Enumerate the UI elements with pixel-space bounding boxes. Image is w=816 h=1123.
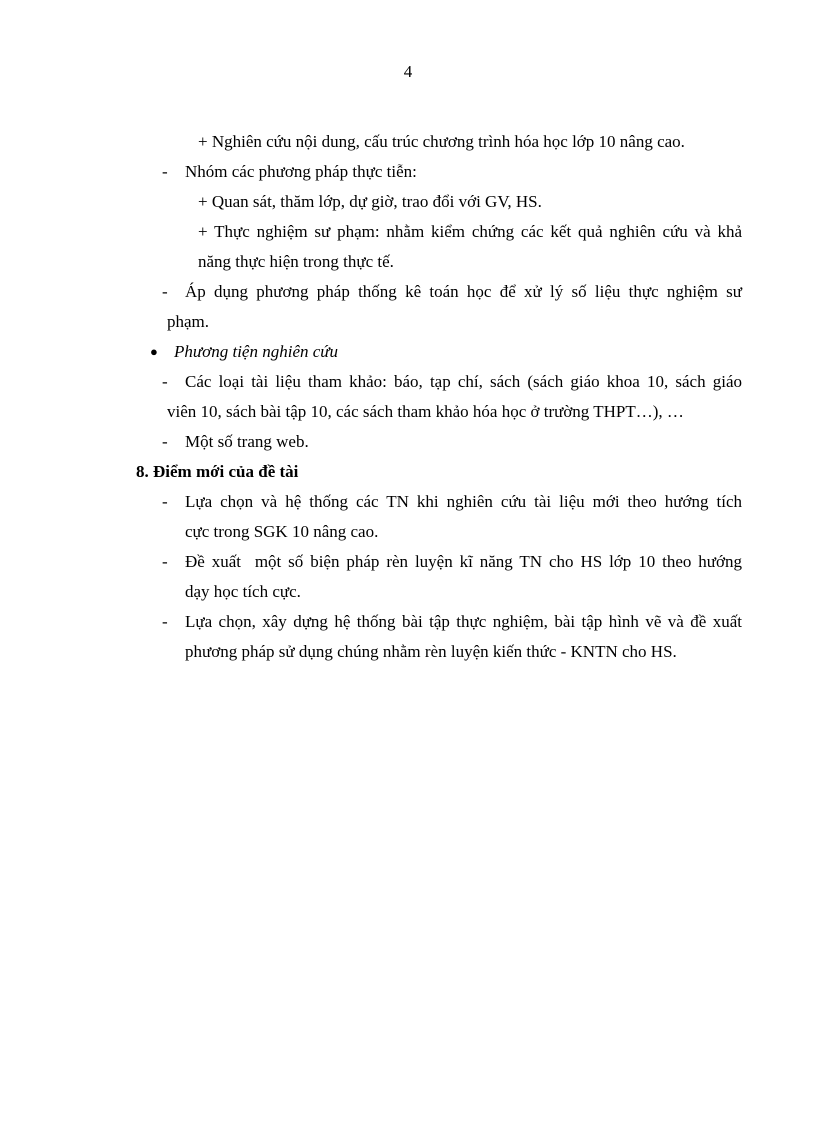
section-8-item-line [0,517,816,547]
statistics-method-line2 [0,307,816,337]
statistics-method-text1: Áp dụng phương pháp thống kê toán học để xử lý số liệu thực nghiệm sư [185,282,742,301]
content-research-text: + Nghiên cứu nội dung, cấu trúc chương trình hóa học lớp 10 nâng cao. [198,132,685,151]
research-means-item-line [0,397,816,427]
bullet-icon: ● [150,344,158,359]
list-dash: - [162,492,168,511]
list-dash: - [162,552,168,571]
section-8-item-text: dạy học tích cực. [185,582,301,601]
practical-item-experiment-text1: + Thực nghiệm sư phạm: nhằm kiểm chứng các kết quả nghiên cứu và khả [198,222,742,241]
research-means-heading: Phương tiện nghiên cứu [174,342,339,361]
section-8-item-text: Lựa chọn và hệ thống các TN khi nghiên cứu tài liệu mới theo hướng tích [185,492,742,511]
list-dash: - [162,612,168,631]
practical-methods-heading-line [0,157,816,187]
section-heading: 8. Điểm mới của đề tài [136,462,299,481]
section-8-item-text: Đề xuất một số biện pháp rèn luyện kĩ năng TN cho HS lớp 10 theo hướng [185,552,742,571]
section-8-item-line [0,637,816,667]
research-means-item-line [0,427,816,457]
section-8-item-text: Lựa chọn, xây dựng hệ thống bài tập thực nghiệm, bài tập hình vẽ và đề xuất [185,612,742,631]
statistics-method-line1 [0,277,816,307]
practical-methods-heading: Nhóm các phương pháp thực tiễn: [185,162,417,181]
section-8-item-text: cực trong SGK 10 nâng cao. [185,522,379,541]
research-means-item-text: viên 10, sách bài tập 10, các sách tham khảo hóa học ở trường THPT…), … [167,402,684,421]
practical-item-observation: + Quan sát, thăm lớp, dự giờ, trao đổi với GV, HS. [198,192,542,211]
practical-item-experiment-line2 [0,247,816,277]
practical-item-experiment-text2: năng thực hiện trong thực tế. [198,252,394,271]
section-8-item-line [0,577,816,607]
research-means-heading-line [0,337,816,367]
list-dash: - [162,282,168,301]
list-dash: - [162,162,168,181]
research-means-item-line [0,367,816,397]
statistics-method-text2: phạm. [167,312,210,331]
research-means-item-text: Các loại tài liệu tham khảo: báo, tạp chí, sách (sách giáo khoa 10, sách giáo [185,372,742,391]
section-8-item-line [0,547,816,577]
section-8-item-line [0,487,816,517]
research-means-item-text: Một số trang web. [185,432,309,451]
list-dash: - [162,432,168,451]
content-research-line [0,127,816,157]
practical-item-experiment-line1 [0,217,816,247]
page-number: 4 [403,62,413,81]
section-8-item-text: phương pháp sử dụng chúng nhằm rèn luyện kiến thức - KNTN cho HS. [185,642,677,661]
list-dash: - [162,372,168,391]
practical-item-observation-line [0,187,816,217]
section-8-item-line [0,607,816,637]
document-body [0,127,816,667]
section-8-heading-line [0,457,816,487]
